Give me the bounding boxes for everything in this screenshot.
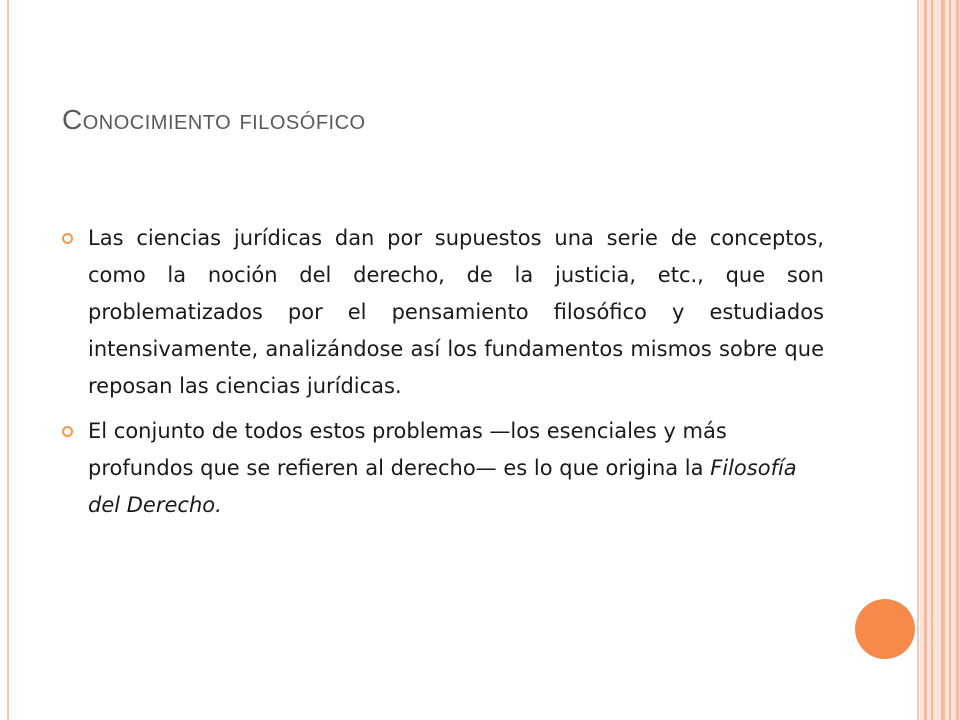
accent-circle <box>855 599 915 659</box>
stripe <box>924 0 927 720</box>
stripe <box>941 0 945 720</box>
bullet-item <box>62 413 824 524</box>
bullet-emphasis: Filosofía del Derecho. <box>88 456 797 517</box>
bullet-circle-icon <box>62 233 73 244</box>
bullet-list <box>62 220 824 532</box>
stripe <box>956 0 959 720</box>
stripe <box>949 0 951 720</box>
bullet-item <box>62 220 824 405</box>
stripe <box>931 0 933 720</box>
bullet-text: Las ciencias jurídicas dan por supuestos una serie de conceptos, como la noción del derecho, de la justicia, etc., que son problematizados por el pensamiento filosófico y estudiados intensivamente, analizándose así los fundamentos mismos sobre que reposan las ciencias jurídicas. <box>88 226 824 398</box>
bullet-circle-icon <box>62 426 73 437</box>
bullet-text: El conjunto de todos estos problemas —los esenciales y más profundos que se refieren al derecho— es lo que origina la <box>88 419 727 480</box>
slide-title: Conocimiento filosófico <box>62 104 366 135</box>
